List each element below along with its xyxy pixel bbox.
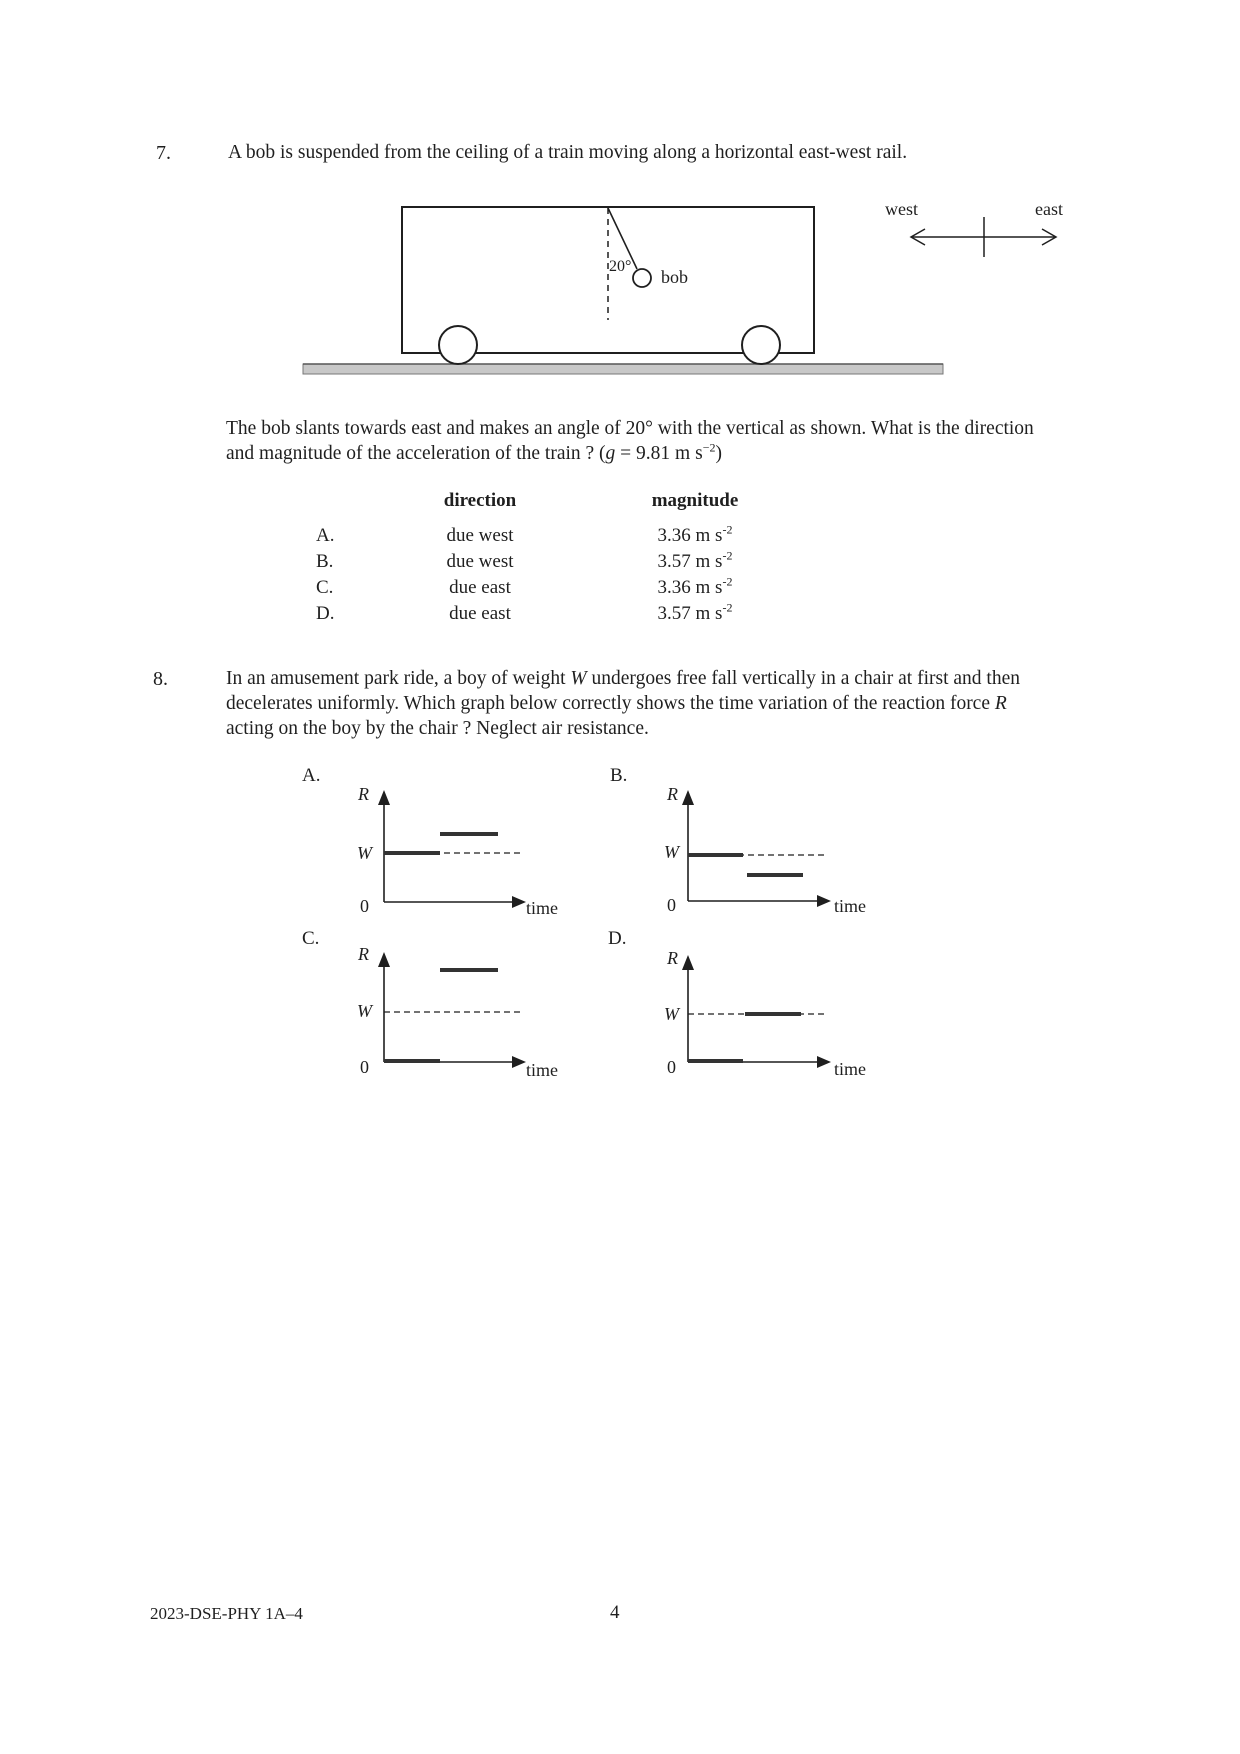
- option-letter: B.: [316, 551, 334, 572]
- bob-label: bob: [661, 267, 688, 287]
- graph-a-x-arrowhead: [512, 896, 526, 908]
- question-7-number: 7.: [156, 142, 171, 164]
- question-7-text: [226, 416, 1126, 466]
- west-label: west: [885, 199, 918, 219]
- graph-c-letter: C.: [302, 928, 320, 949]
- graph-d: [645, 940, 885, 1090]
- option-magnitude: 3.36 m $s^{-2}$: [657, 522, 733, 546]
- option-letter: C.: [316, 577, 334, 598]
- footer-paper-code: 2023-DSE-PHY 1A–4: [150, 1604, 303, 1623]
- graph-c-y-label: R: [358, 944, 369, 964]
- question-8-line-2: decelerates uniformly. Which graph below correctly shows the time variation of the reaction force R: [226, 693, 1007, 714]
- table-header-direction: direction: [443, 490, 517, 511]
- graph-a-w-label: W: [357, 843, 372, 863]
- option-direction: due west: [446, 525, 514, 546]
- graph-b-x-label: time: [834, 896, 866, 916]
- graph-a-y-label: R: [358, 784, 369, 804]
- option-direction: due east: [449, 577, 511, 598]
- option-magnitude: 3.57 m $s^{-2}$: [657, 600, 733, 624]
- graph-b-y-label: R: [667, 784, 678, 804]
- graph-b-w-label: W: [664, 842, 679, 862]
- option-letter: A.: [316, 525, 335, 546]
- question-8-line-3: acting on the boy by the chair ? Neglect air resistance.: [226, 718, 649, 739]
- question-8-line-1: In an amusement park ride, a boy of weight W undergoes free fall vertically in a chair at first and then: [226, 668, 1020, 689]
- question-7-stem: A bob is suspended from the ceiling of a train moving along a horizontal east-west rail.: [228, 142, 908, 163]
- graph-b-zero-label: 0: [667, 895, 676, 915]
- train-wheel-right: [742, 326, 780, 364]
- table-header-magnitude: magnitude: [651, 490, 739, 511]
- option-direction: due west: [446, 551, 514, 572]
- graph-d-x-label: time: [834, 1059, 866, 1079]
- graph-c-x-label: time: [526, 1060, 558, 1080]
- graph-d-zero-label: 0: [667, 1057, 676, 1077]
- graph-c: [340, 940, 580, 1090]
- graph-b: [645, 780, 885, 930]
- graph-a-letter: A.: [302, 765, 321, 786]
- graph-c-w-label: W: [357, 1001, 372, 1021]
- graph-d-y-label: R: [667, 948, 678, 968]
- graph-d-letter: D.: [608, 928, 627, 949]
- graph-b-x-arrowhead: [817, 895, 831, 907]
- question-8-stem: [226, 666, 1126, 741]
- graph-c-x-arrowhead: [512, 1056, 526, 1068]
- rail-ground: [303, 364, 943, 374]
- question-7-line-2: and magnitude of the acceleration of the train ? (g = 9.81 m $s^{-2}$): [226, 440, 722, 464]
- option-magnitude: 3.36 m $s^{-2}$: [657, 574, 733, 598]
- graph-a-x-label: time: [526, 898, 558, 918]
- question-8-number: 8.: [153, 668, 168, 690]
- train-wheel-left: [439, 326, 477, 364]
- graph-d-w-label: W: [664, 1004, 679, 1024]
- option-letter: D.: [316, 603, 335, 624]
- angle-label: 20°: [609, 258, 632, 275]
- pendulum-bob: [633, 269, 651, 287]
- question-7-line-1: The bob slants towards east and makes an angle of 20° with the vertical as shown. What is the direction: [226, 418, 1034, 439]
- east-label: east: [1035, 199, 1063, 219]
- graph-c-zero-label: 0: [360, 1057, 369, 1077]
- graph-a-zero-label: 0: [360, 896, 369, 916]
- option-direction: due east: [449, 603, 511, 624]
- graph-a: [340, 780, 580, 930]
- footer-page-number: 4: [610, 1602, 620, 1623]
- graph-d-x-arrowhead: [817, 1056, 831, 1068]
- option-magnitude: 3.57 m $s^{-2}$: [657, 548, 733, 572]
- train-diagram: [0, 180, 1240, 380]
- graph-b-letter: B.: [610, 765, 628, 786]
